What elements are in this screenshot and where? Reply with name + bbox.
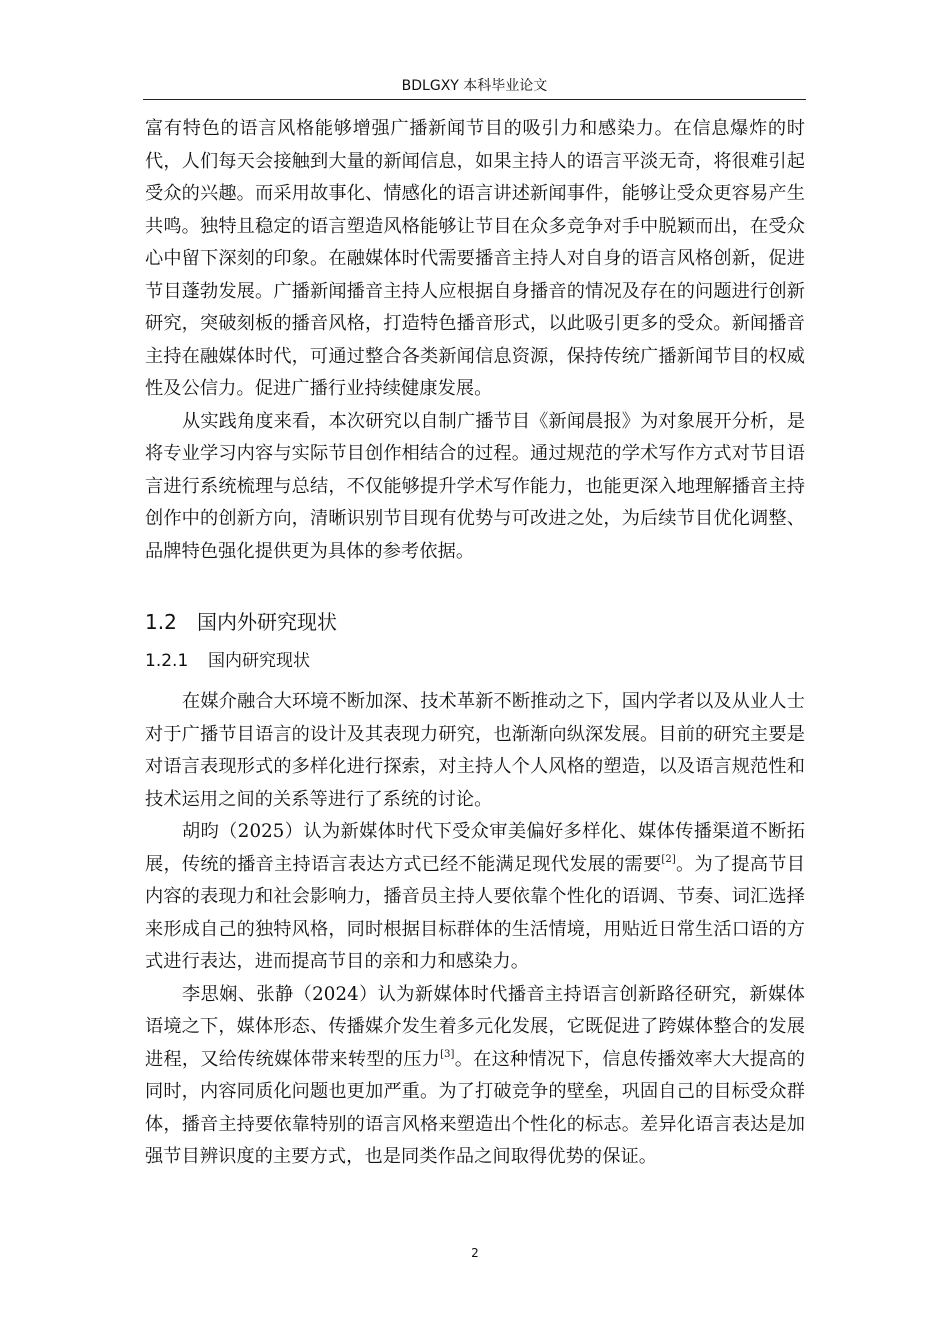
section-heading [145,606,805,638]
header-rule [143,99,806,100]
page-number: 2 [471,1246,479,1260]
paragraph-text: 。为了提高节目内容的表现力和社会影响力，播音员主持人要依靠个性化的语调、节奏、词汇选择来形成自己的独特风格，同时根据目标群体的生活情境，用贴近日常生活口语的方式进行表达，进而提高节目的亲和力和感染力。 [145,853,805,972]
subsection-heading [145,646,805,676]
paragraph-li-sixian [145,979,805,1174]
running-header: BDLGXY 本科毕业论文 [401,78,548,94]
paragraph-hu-yun [145,816,805,979]
citation-ref: [2] [661,853,676,865]
paragraph-text: 胡昀（2025）认为新媒体时代下受众审美偏好多样化、媒体传播渠道不断拓展，传统的播音主持语言表达方式已经不能满足现代发展的需要 [145,821,805,875]
section-number: 1.2 [145,610,177,634]
section-title: 国内外研究现状 [197,610,337,634]
paragraph-text: 李思娴、张静（2024）认为新媒体时代播音主持语言创新路径研究，新媒体语境之下，媒体形态、传播媒介发生着多元化发展，它既促进了跨媒体整合的发展进程，又给传统媒体带来转型的压力 [145,983,805,1070]
paragraph-language-style: 富有特色的语言风格能够增强广播新闻节目的吸引力和感染力。在信息爆炸的时代，人们每天会接触到大量的新闻信息，如果主持人的语言平淡无奇，将很难引起受众的兴趣。而采用故事化、情感化的语言讲述新闻事件，能够让受众更容易产生共鸣。独特且稳定的语言塑造风格能够让节目在众多竞争对手中脱颖而出，在受众心中留下深刻的印象。在融媒体时代需要播音主持人对自身的语言风格创新，促进节目蓬勃发展。广播新闻播音主持人应根据自身播音的情况及存在的问题进行创新研究，突破刻板的播音风格，打造特色播音形式，以此吸引更多的受众。新闻播音主持在融媒体时代，可通过整合各类新闻信息资源，保持传统广播新闻节目的权威性及公信力。促进广播行业持续健康发展。 [145,118,805,399]
body-content [145,113,805,1174]
subsection-title: 国内研究现状 [208,651,310,671]
subsection-number: 1.2.1 [145,651,189,671]
paragraph-text: 。在这种情况下，信息传播效率大大提高的同时，内容同质化问题也更加严重。为了打破竞争的壁垒，巩固自己的目标受众群体，播音主持要依靠特别的语言风格来塑造出个性化的标志。差异化语言表达是加强节目辨识度的主要方式，也是同类作品之间取得优势的保证。 [145,1048,805,1167]
paragraph-practice-perspective: 从实践角度来看，本次研究以自制广播节目《新闻晨报》为对象展开分析，是将专业学习内容与实际节目创作相结合的过程。通过规范的学术写作方式对节目语言进行系统梳理与总结，不仅能够提升学术写作能力，也能更深入地理解播音主持创作中的创新方向，清晰识别节目现有优势与可改进之处，为后续节目优化调整、品牌特色强化提供更为具体的参考依据。 [145,410,805,562]
paragraph-domestic-overview: 在媒介融合大环境不断加深、技术革新不断推动之下，国内学者以及从业人士对于广播节目语言的设计及其表现力研究，也渐渐向纵深发展。目前的研究主要是对语言表现形式的多样化进行探索，对主持人个人风格的塑造，以及语言规范性和技术运用之间的关系等进行了系统的讨论。 [145,691,805,810]
citation-ref: [3] [440,1048,455,1060]
